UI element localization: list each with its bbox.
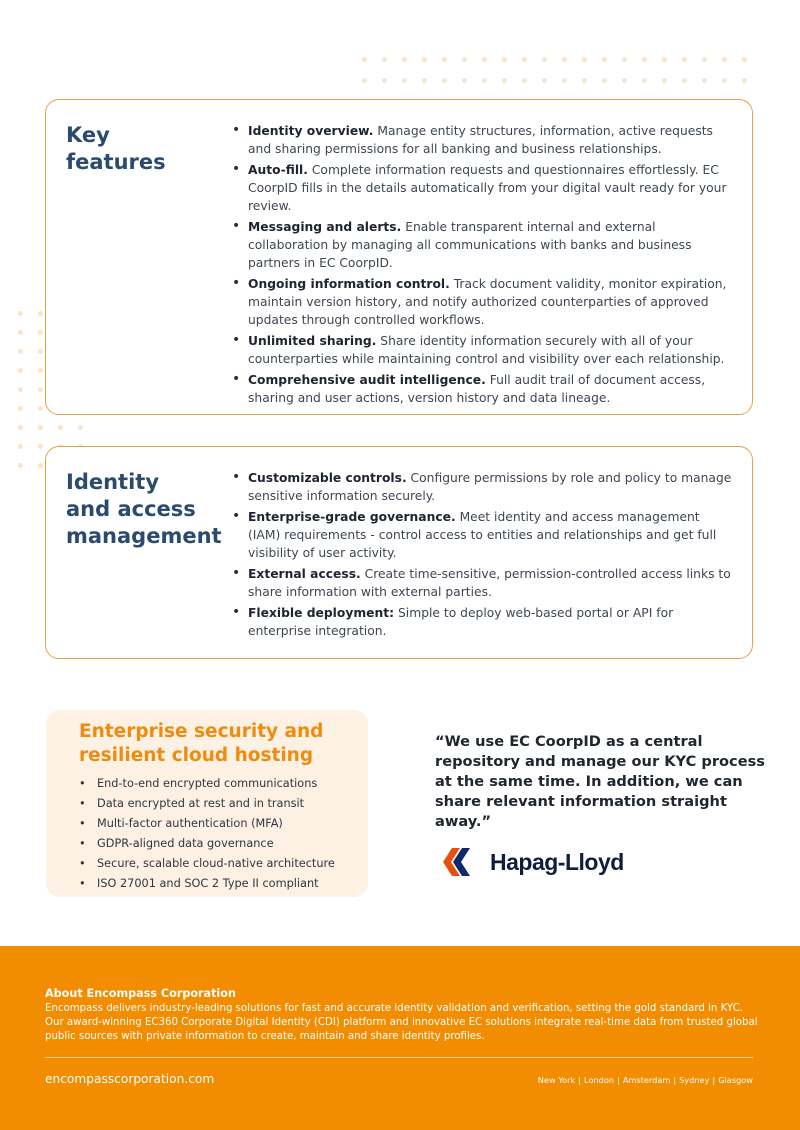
security-list (79, 774, 335, 894)
decorative-dot (742, 57, 747, 62)
office-separator: | (617, 1075, 620, 1085)
office-locations (538, 1074, 753, 1086)
key-features-list (232, 122, 732, 410)
decorative-dot (18, 330, 23, 335)
identity-access-list (232, 469, 732, 643)
decorative-dot (38, 330, 43, 335)
decorative-dot (622, 57, 627, 62)
identity-access-title (66, 469, 222, 550)
decorative-dot (622, 78, 627, 83)
feature-description: Complete information requests and questionnaires effortlessly. EC CoorpID fills in the details automatically from your digital vault ready for your review. (248, 163, 727, 213)
decorative-dot (38, 463, 43, 468)
decorative-dot (642, 78, 647, 83)
decorative-dot (602, 57, 607, 62)
feature-description: Simple to deploy web-based portal or API for enterprise integration. (248, 606, 674, 638)
security-box (46, 710, 368, 897)
about-text: Encompass delivers industry-leading solutions for fast and accurate identity validation and verification, setting the gold standard in KYC. Our award-winning EC360 Corporate Digital Identity (CDI) platform and innovative EC solutions integrate real-time data from trusted global public sources with private information to create, maintain and share identity profiles. (45, 1003, 758, 1042)
decorative-dot (462, 78, 467, 83)
decorative-dot (522, 78, 527, 83)
decorative-dot (722, 78, 727, 83)
footer-divider (45, 1057, 753, 1058)
decorative-dot (702, 57, 707, 62)
feature-description: Configure permissions by role and policy to manage sensitive information securely. (248, 471, 732, 503)
decorative-dot (582, 78, 587, 83)
office-location: New York (537, 1075, 576, 1085)
title-line: features (66, 150, 166, 174)
feature-description: Enable transparent internal and external collaboration by managing all communications with banks and business partners in EC CoorpID. (248, 220, 692, 270)
decorative-dot (58, 425, 63, 430)
decorative-dot (602, 78, 607, 83)
decorative-dot (662, 78, 667, 83)
feature-description: Meet identity and access management (IAM) requirements - control access to entities and relationships and get full visibility of user activity. (248, 510, 717, 560)
decorative-dot (582, 57, 587, 62)
feature-item (232, 565, 732, 601)
decorative-dot (18, 387, 23, 392)
decorative-dot (18, 406, 23, 411)
decorative-dot (38, 311, 43, 316)
decorative-dot (482, 78, 487, 83)
security-item: • Secure, scalable cloud-native architecture (79, 854, 335, 874)
feature-name: Unlimited sharing. (248, 334, 377, 348)
office-separator: | (578, 1075, 582, 1085)
feature-description: Create time-sensitive, permission-controlled access links to share information with external parties. (248, 567, 731, 599)
feature-name: Comprehensive audit intelligence. (248, 373, 486, 387)
feature-item (232, 275, 732, 329)
feature-name: Flexible deployment: (248, 606, 395, 620)
decorative-dot (442, 78, 447, 83)
feature-item (232, 371, 732, 407)
decorative-dot (422, 78, 427, 83)
feature-item (232, 218, 732, 272)
security-item: • ISO 27001 and SOC 2 Type II compliant (79, 874, 335, 894)
feature-description: Full audit trail of document access, sharing and user actions, version history and data lineage. (248, 373, 706, 405)
decorative-dot (402, 57, 407, 62)
testimonial-quote: “We use EC CoorpID as a central repository and manage our KYC process at the same time. In addition, we can share relevant information straight away.” (435, 733, 765, 830)
decorative-dot (382, 78, 387, 83)
feature-name: Identity overview. (248, 124, 374, 138)
decorative-dot (562, 57, 567, 62)
decorative-dot (502, 57, 507, 62)
decorative-dot (682, 57, 687, 62)
feature-item (232, 604, 732, 640)
decorative-dot (562, 78, 567, 83)
decorative-dot (542, 57, 547, 62)
website-link[interactable]: encompasscorporation.com (45, 1072, 215, 1086)
footer (0, 946, 800, 1130)
office-separator: | (673, 1075, 677, 1085)
decorative-dot (522, 57, 527, 62)
feature-item (232, 122, 732, 158)
decorative-dot (38, 406, 43, 411)
decorative-dot-grid-top (362, 57, 762, 83)
decorative-dot (722, 57, 727, 62)
hapag-lloyd-logo (438, 846, 624, 878)
key-features-card (45, 99, 753, 415)
security-item: • End-to-end encrypted communications (79, 774, 335, 794)
decorative-dot (38, 368, 43, 373)
decorative-dot (362, 57, 367, 62)
decorative-dot (682, 78, 687, 83)
feature-name: Messaging and alerts. (248, 220, 402, 234)
hapag-lloyd-logo-mark-icon (438, 846, 478, 878)
feature-item (232, 332, 732, 368)
decorative-dot (542, 78, 547, 83)
feature-item (232, 469, 732, 505)
about-title: About Encompass Corporation (45, 987, 236, 1000)
decorative-dot (18, 368, 23, 373)
decorative-dot (38, 444, 43, 449)
decorative-dot (38, 387, 43, 392)
feature-name: Customizable controls. (248, 471, 407, 485)
title-line: Key (66, 123, 110, 147)
office-location: Sydney (679, 1075, 710, 1085)
security-title: Enterprise security and resilient cloud hosting (79, 721, 324, 766)
feature-description: Share identity information securely with all of your counterparties while maintaining control and visibility over each relationship. (248, 334, 725, 366)
office-separator: | (712, 1075, 716, 1085)
decorative-dot (502, 78, 507, 83)
decorative-dot (38, 349, 43, 354)
office-location: Amsterdam (622, 1075, 671, 1085)
hapag-lloyd-wordmark: Hapag-Lloyd (490, 848, 624, 875)
decorative-dot (18, 463, 23, 468)
decorative-dot (742, 78, 747, 83)
decorative-dot (422, 57, 427, 62)
decorative-dot (642, 57, 647, 62)
decorative-dot (382, 57, 387, 62)
feature-name: Ongoing information control. (248, 277, 450, 291)
decorative-dot (702, 78, 707, 83)
decorative-dot (482, 57, 487, 62)
decorative-dot (18, 425, 23, 430)
security-item: • GDPR-aligned data governance (79, 834, 335, 854)
feature-item (232, 508, 732, 562)
feature-description: Manage entity structures, information, active requests and sharing permissions for all banking and business relationships. (248, 124, 713, 156)
decorative-dot (402, 78, 407, 83)
feature-name: Enterprise-grade governance. (248, 510, 456, 524)
security-item: • Multi-factor authentication (MFA) (79, 814, 335, 834)
title-line: management (66, 524, 222, 548)
key-features-title (66, 122, 166, 176)
feature-name: Auto-fill. (248, 163, 308, 177)
decorative-dot (18, 444, 23, 449)
identity-access-card (45, 446, 753, 659)
security-item: • Data encrypted at rest and in transit (79, 794, 335, 814)
feature-description: Track document validity, monitor expiration, maintain version history, and notify authorized counterparties of approved updates through controlled workflows. (248, 277, 727, 327)
feature-name: External access. (248, 567, 361, 581)
office-location: London (584, 1075, 615, 1085)
decorative-dot (38, 425, 43, 430)
decorative-dot (78, 425, 83, 430)
decorative-dot (462, 57, 467, 62)
decorative-dot (362, 78, 367, 83)
decorative-dot (662, 57, 667, 62)
decorative-dot (442, 57, 447, 62)
feature-item (232, 161, 732, 215)
office-location: Glasgow (718, 1075, 753, 1085)
decorative-dot (18, 311, 23, 316)
title-line: and access (66, 497, 196, 521)
title-line: Identity (66, 470, 160, 494)
decorative-dot (18, 349, 23, 354)
